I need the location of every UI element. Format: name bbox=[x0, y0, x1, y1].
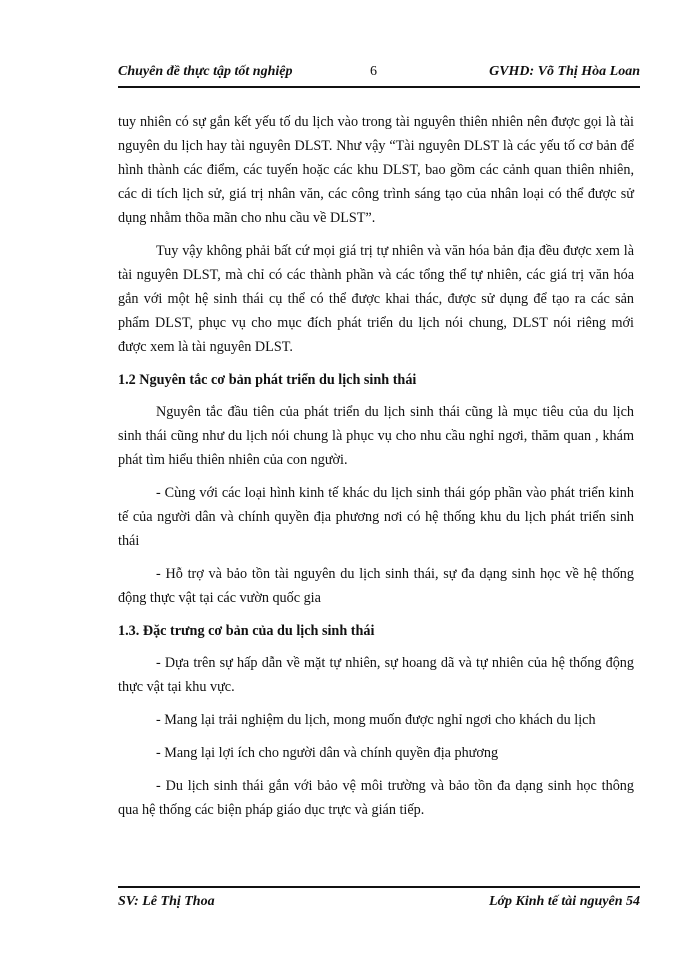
paragraph: tuy nhiên có sự gắn kết yếu tố du lịch vào trong tài nguyên thiên nhiên nên được gọi là tài nguyên du lịch hay tài nguyên DLST. Như vậy “Tài nguyên DLST là các yếu tố cơ bản để hình thành các điểm, các tuyến hoặc các khu DLST, bao gồm các cảnh quan thiên nhiên, các di tích lịch sử, giá trị nhân văn, các công trình sáng tạo của nhân loại có thể được sử dụng nhằm thõa mãn cho nhu cầu về DLST”. bbox=[118, 114, 634, 226]
bullet-paragraph: - Mang lại lợi ích cho người dân và chính quyền địa phương bbox=[156, 745, 499, 761]
header-page-number: 6 bbox=[370, 64, 377, 79]
section-heading-1-2: 1.2 Nguyên tắc cơ bản phát triển du lịch sinh thái bbox=[118, 372, 417, 388]
bullet-paragraph: - Du lịch sinh thái gắn với bảo vệ môi trường và bảo tồn đa dạng sinh học thông qua hệ thống các biện pháp giáo dục trực và gián tiếp. bbox=[118, 778, 634, 818]
section-heading-1-3: 1.3. Đặc trưng cơ bản của du lịch sinh thái bbox=[118, 623, 375, 639]
bullet-paragraph: - Dựa trên sự hấp dẫn về mặt tự nhiên, sự hoang dã và tự nhiên của hệ thống động thực vật tại khu vực. bbox=[118, 655, 634, 695]
page-footer bbox=[118, 886, 640, 916]
header-advisor: GVHD: Võ Thị Hòa Loan bbox=[489, 64, 640, 79]
bullet-paragraph: - Cùng với các loại hình kinh tế khác du lịch sinh thái góp phần vào phát triển kinh tế của người dân và chính quyền địa phương nơi có hệ thống khu du lịch phát triển sinh thái bbox=[118, 485, 634, 549]
paragraph: Tuy vậy không phải bất cứ mọi giá trị tự nhiên và văn hóa bản địa đều được xem là tài nguyên DLST, mà chỉ có các thành phần và các tổng thể tự nhiên, các giá trị văn hóa gắn với một hệ sinh thái cụ thể có thể được khai thác, được sử dụng để tạo ra các sản phẩm DLST, phục vụ cho mục đích phát triển du lịch nói chung, DLST nói riêng mới được xem là tài nguyên DLST. bbox=[118, 243, 634, 355]
paragraph: Nguyên tắc đầu tiên của phát triển du lịch sinh thái cũng là mục tiêu của du lịch sinh thái cũng như du lịch nói chung là phục vụ cho nhu cầu nghỉ ngơi, thăm quan , khám phát tìm hiểu thiên nhiên của con người. bbox=[118, 404, 634, 468]
footer-class: Lớp Kinh tế tài nguyên 54 bbox=[488, 894, 640, 909]
header-title: Chuyên đề thực tập tốt nghiệp bbox=[118, 64, 293, 79]
page-header bbox=[118, 62, 640, 88]
page-body bbox=[118, 110, 634, 831]
bullet-paragraph: - Hỗ trợ và bảo tồn tài nguyên du lịch sinh thái, sự đa dạng sinh học về hệ thống động thực vật tại các vườn quốc gia bbox=[118, 566, 634, 606]
bullet-paragraph: - Mang lại trải nghiệm du lịch, mong muốn được nghỉ ngơi cho khách du lịch bbox=[156, 712, 596, 728]
footer-student: SV: Lê Thị Thoa bbox=[118, 894, 215, 909]
